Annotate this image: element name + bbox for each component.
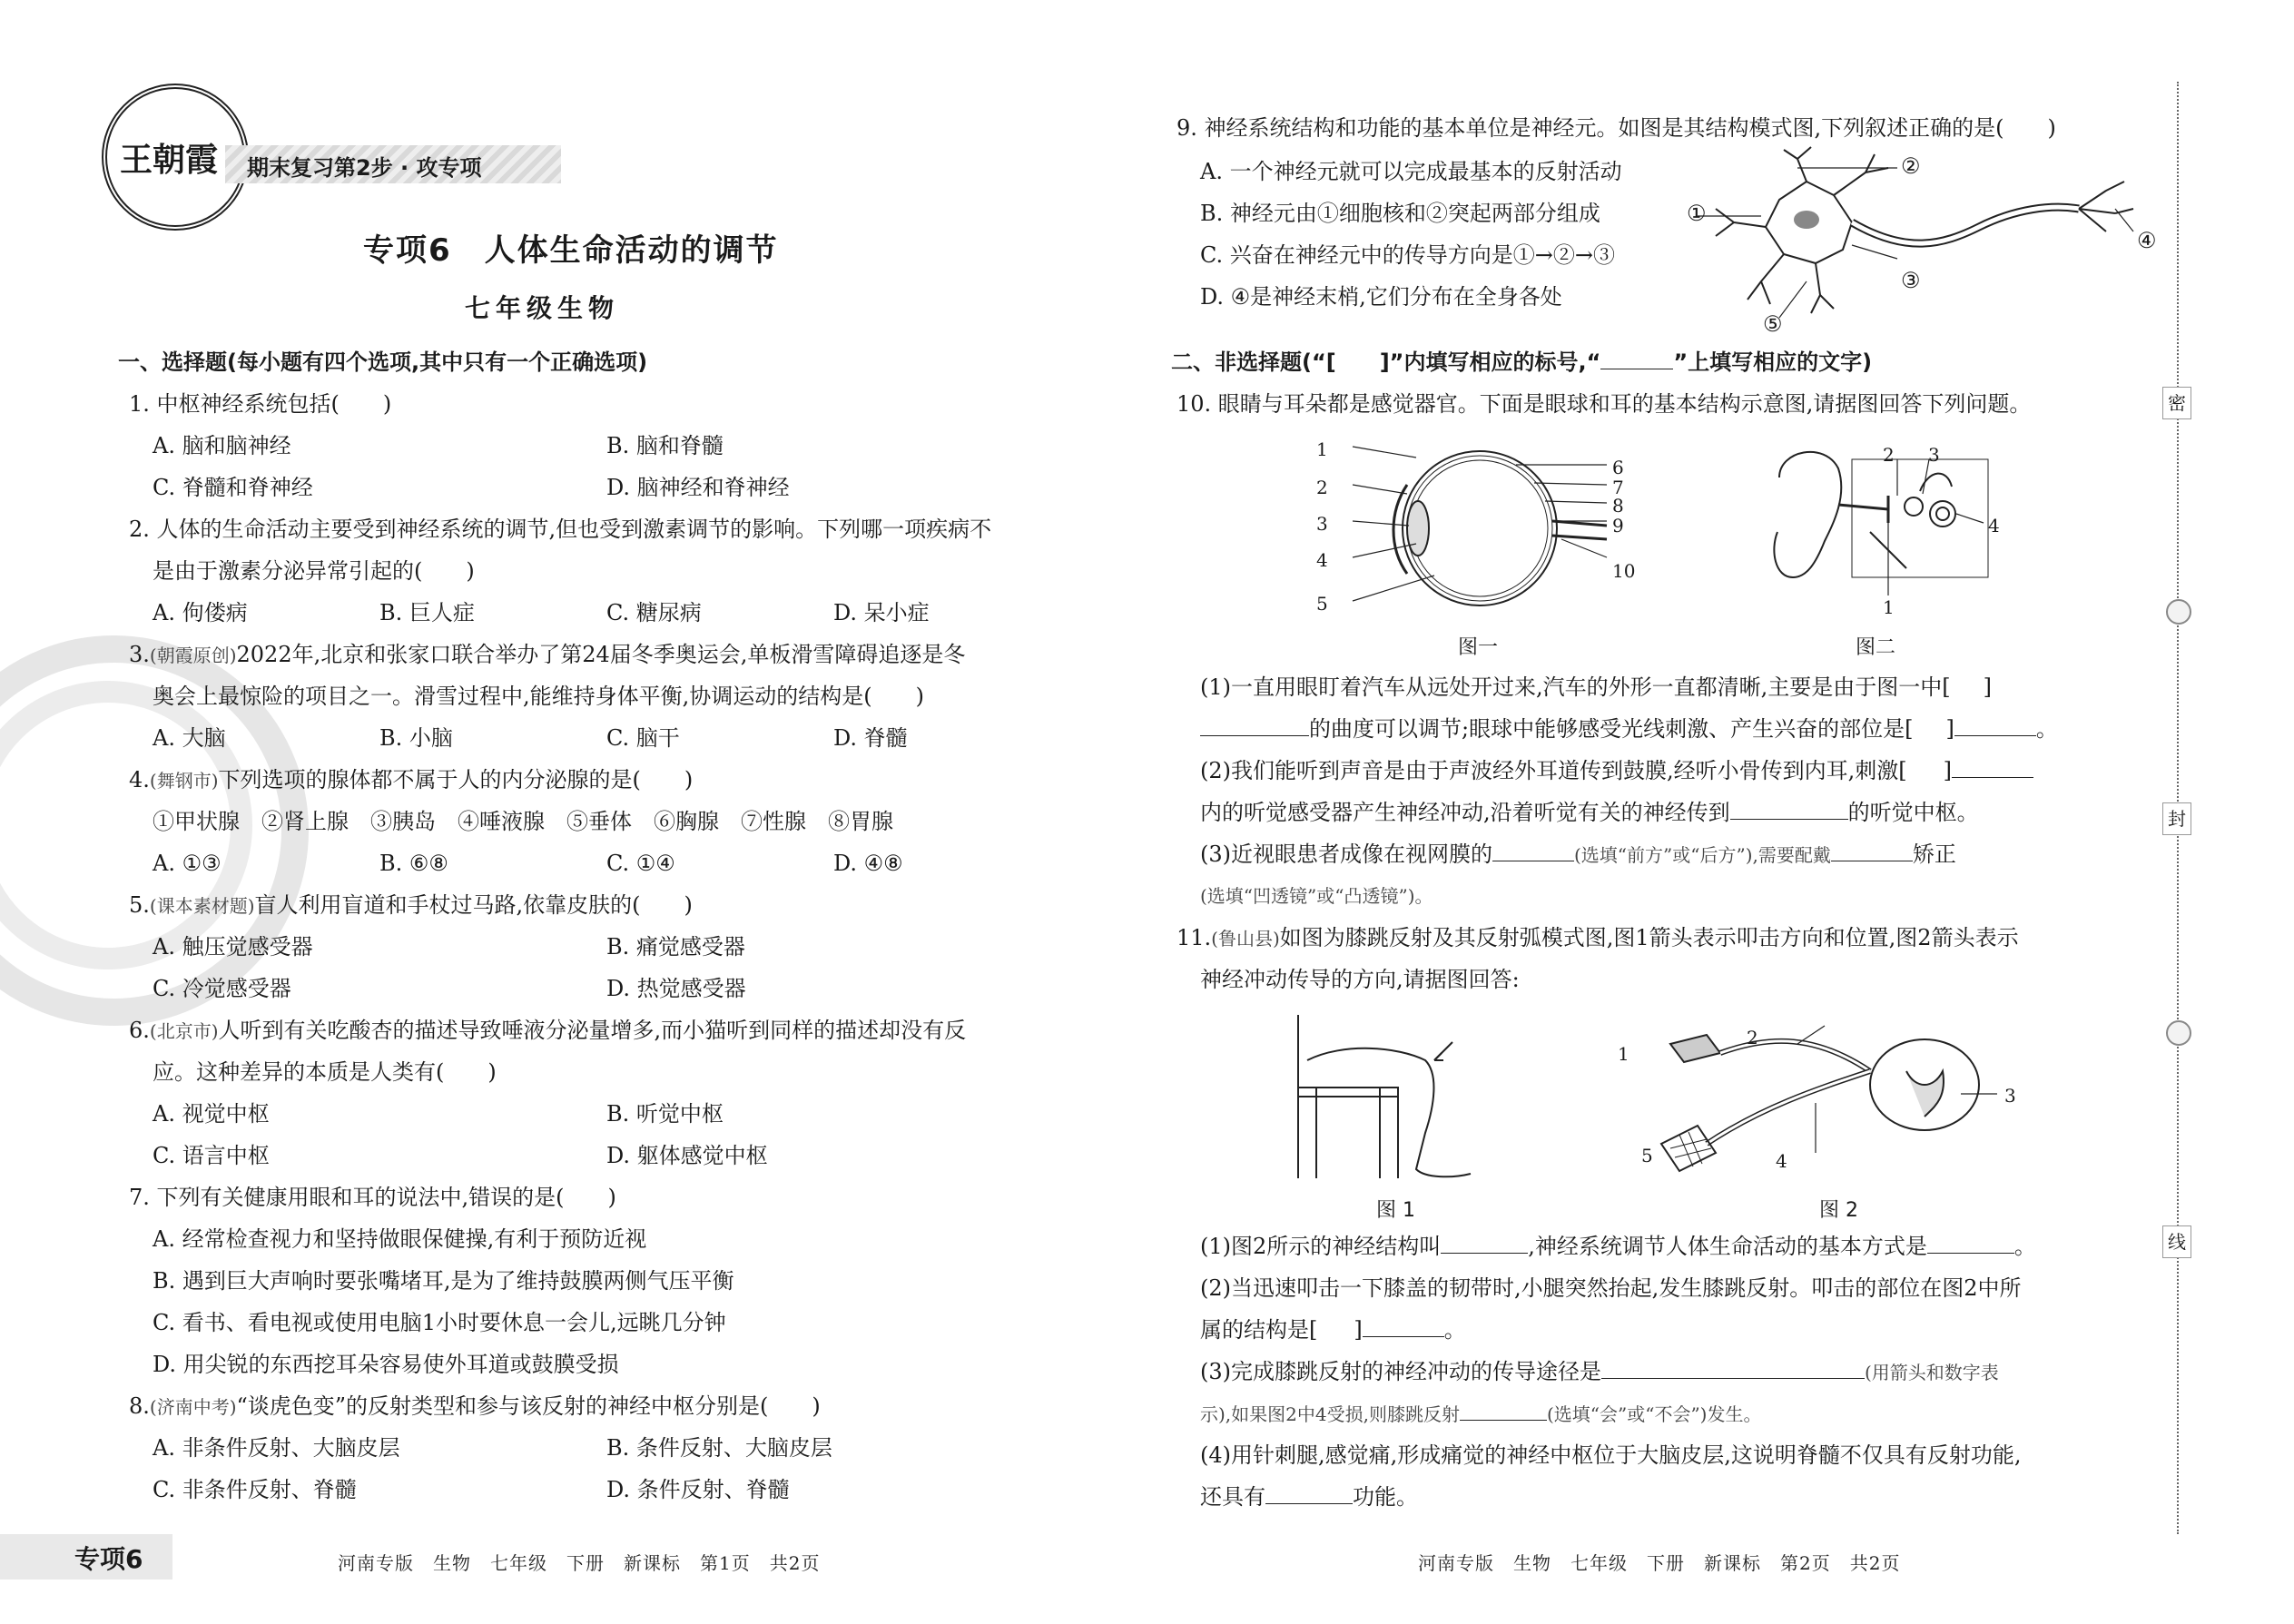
q8-option-d[interactable]: D. 条件反射、脊髓 [606, 1477, 790, 1502]
q3-stem-line2: 奥会上最惊险的项目之一。滑雪过程中,能维持身体平衡,协调运动的结构是( ) [153, 684, 924, 709]
q4-gland-list: ①甲状腺 ②肾上腺 ③胰岛 ④唾液腺 ⑤垂体 ⑥胸腺 ⑦性腺 ⑧胃腺 [153, 809, 893, 834]
q9-option-d[interactable]: D. ④是神经末梢,它们分布在全身各处 [1200, 284, 1562, 310]
ear-label-3: 3 [1928, 444, 1940, 466]
eye-label-10: 10 [1612, 560, 1636, 582]
q9-stem: 9. 神经系统结构和功能的基本单位是神经元。如图是其结构模式图,下列叙述正确的是( ) [1177, 115, 2056, 141]
figure-knee-caption: 图 1 [1376, 1199, 1415, 1222]
q6-option-c[interactable]: C. 语言中枢 [153, 1143, 270, 1168]
binding-hole-top [2166, 599, 2191, 625]
q6-source: (北京市) [149, 1020, 219, 1042]
q6-option-b[interactable]: B. 听觉中枢 [606, 1101, 724, 1127]
ear-label-1: 1 [1883, 596, 1895, 618]
neuron-label-3: ③ [1901, 268, 1921, 293]
q11-part2-line2: 属的结构是[ ] 。 [1200, 1314, 1466, 1345]
q11-stem-line1: 11.(鲁山县)如图为膝跳反射及其反射弧模式图,图1箭头表示叩击方向和位置,图2箭头表示 [1177, 925, 2019, 950]
q9-option-b[interactable]: B. 神经元由①细胞核和②突起两部分组成 [1200, 201, 1600, 226]
q1-option-a[interactable]: A. 脑和脑神经 [153, 433, 291, 458]
page-title: 专项6 人体生命活动的调节 [363, 232, 779, 269]
q8-option-a[interactable]: A. 非条件反射、大脑皮层 [153, 1435, 400, 1461]
figure-2-caption: 图二 [1856, 636, 1896, 659]
neuron-label-5: ⑤ [1763, 311, 1783, 337]
q5-option-c[interactable]: C. 冷觉感受器 [153, 976, 291, 1001]
q11-part1: (1)图2所示的神经结构叫 ,神经系统调节人体生命活动的基本方式是 。 [1200, 1231, 2036, 1262]
q4-option-d[interactable]: D. ④⑧ [833, 851, 903, 876]
q11-part3-line2: 示),如果图2中4受损,则膝跳反射 (选填“会”或“不会”)发生。 [1200, 1398, 1761, 1430]
q10-part2-line1: (2)我们能听到声音是由于声波经外耳道传到鼓膜,经听小骨传到内耳,刺激[ ] [1200, 755, 2033, 786]
q11-blank-5[interactable] [1460, 1398, 1547, 1421]
q10-part2-line2: 内的听觉感受器产生神经冲动,沿着听觉有关的神经传到 的听觉中枢。 [1200, 797, 1979, 828]
q11-part4-line1: (4)用针刺腿,感觉痛,形成痛觉的神经中枢位于大脑皮层,这说明脊髓不仅具有反射功能, [1200, 1442, 2022, 1468]
q11-part3-line1: (3)完成膝跳反射的神经冲动的传导途径是 (用箭头和数字表 [1200, 1356, 1999, 1388]
q10-blank-5[interactable] [1492, 839, 1574, 861]
q2-option-d[interactable]: D. 呆小症 [833, 600, 930, 625]
q11-blank-3[interactable] [1363, 1314, 1444, 1337]
q10-part3-line2: (选填“凹透镜”或“凸透镜”)。 [1200, 885, 1433, 907]
q3-stem-line1: 3.(朝霞原创)2022年,北京和张家口联合举办了第24届冬季奥运会,单板滑雪障碍追逐是冬 [129, 642, 966, 667]
binding-hole-bottom [2166, 1020, 2191, 1046]
q10-part3-line1: (3)近视眼患者成像在视网膜的 (选填“前方”或“后方”),需要配戴 矫正 [1200, 839, 1956, 871]
q4-option-b[interactable]: B. ⑥⑧ [379, 851, 448, 876]
q1-option-c[interactable]: C. 脊髓和脊神经 [153, 475, 313, 500]
q5-source: (课本素材题) [149, 895, 255, 917]
neuron-label-1: ① [1687, 201, 1707, 226]
q4-option-a[interactable]: A. ①③ [153, 851, 222, 876]
ear-label-4: 4 [1988, 515, 2000, 536]
eye-label-5: 5 [1316, 593, 1328, 615]
eye-label-1: 1 [1316, 438, 1328, 460]
neuron-label-4: ④ [2137, 228, 2157, 253]
section-1-heading: 一、选择题(每小题有四个选项,其中只有一个正确选项) [118, 349, 648, 375]
q10-blank-4[interactable] [1730, 797, 1848, 820]
neuron-label-2: ② [1901, 153, 1921, 179]
q10-blank-6[interactable] [1831, 839, 1913, 861]
q1-option-d[interactable]: D. 脑神经和脊神经 [606, 475, 790, 500]
q3-option-d[interactable]: D. 脊髓 [833, 725, 908, 751]
brand-logo-name: 王朝霞 [120, 141, 219, 179]
q11-stem-line2: 神经冲动传导的方向,请据图回答: [1200, 967, 1520, 992]
q9-option-a[interactable]: A. 一个神经元就可以完成最基本的反射活动 [1200, 159, 1622, 184]
page-subtitle: 七年级生物 [465, 293, 620, 323]
q6-option-d[interactable]: D. 躯体感觉中枢 [606, 1143, 768, 1168]
arc-label-1: 1 [1618, 1043, 1629, 1065]
q6-stem-line1: 6.(北京市)人听到有关吃酸杏的描述导致唾液分泌量增多,而小猫听到同样的描述却没有反 [129, 1018, 967, 1043]
q2-option-b[interactable]: B. 巨人症 [379, 600, 475, 625]
q2-option-c[interactable]: C. 糖尿病 [606, 600, 702, 625]
footer-right-page-info: 河南专版 生物 七年级 下册 新课标 第2页 共2页 [1418, 1552, 1901, 1574]
q10-blank-2[interactable] [1954, 714, 2036, 736]
arc-label-2: 2 [1747, 1027, 1758, 1048]
q2-stem-line2: 是由于激素分泌异常引起的( ) [153, 558, 475, 584]
q11-blank-2[interactable] [1927, 1231, 2014, 1254]
eye-label-7: 7 [1612, 477, 1624, 498]
q1-option-b[interactable]: B. 脑和脊髓 [606, 433, 724, 458]
eyeball-diagram [1334, 430, 1625, 621]
reflex-arc-diagram [1634, 1017, 2015, 1180]
q10-blank-3[interactable] [1952, 755, 2033, 778]
q1-stem: 1. 中枢神经系统包括( ) [129, 391, 392, 417]
q7-stem: 7. 下列有关健康用眼和耳的说法中,错误的是( ) [129, 1185, 616, 1210]
q3-option-c[interactable]: C. 脑干 [606, 725, 680, 751]
q10-stem: 10. 眼睛与耳朵都是感觉器官。下面是眼球和耳的基本结构示意图,请据图回答下列问题。 [1177, 391, 2032, 417]
ear-diagram [1761, 441, 1997, 605]
q11-blank-6[interactable] [1265, 1481, 1353, 1504]
q6-stem-line2: 应。这种差异的本质是人类有( ) [153, 1059, 497, 1085]
eye-label-3: 3 [1316, 513, 1328, 535]
q5-stem: 5.(课本素材题)盲人利用盲道和手杖过马路,依靠皮肤的( ) [129, 892, 693, 918]
eye-label-4: 4 [1316, 549, 1328, 571]
q5-option-d[interactable]: D. 热觉感受器 [606, 976, 746, 1001]
q7-option-a[interactable]: A. 经常检查视力和坚持做眼保健操,有利于预防近视 [153, 1226, 647, 1252]
q3-source: (朝霞原创) [149, 645, 237, 666]
eye-label-2: 2 [1316, 477, 1328, 498]
footer-section-tag: 专项6 [74, 1544, 143, 1574]
arc-label-3: 3 [2004, 1085, 2016, 1107]
q11-part2-line1: (2)当迅速叩击一下膝盖的韧带时,小腿突然抬起,发生膝跳反射。叩击的部位在图2中所 [1200, 1275, 2022, 1301]
q8-source: (济南中考) [149, 1396, 237, 1418]
q8-stem: 8.(济南中考)“谈虎色变”的反射类型和参与该反射的神经中枢分别是( ) [129, 1393, 821, 1419]
q11-part4-line2: 还具有 功能。 [1200, 1481, 1418, 1512]
q10-blank-1[interactable] [1200, 714, 1309, 736]
q3-option-b[interactable]: B. 小脑 [379, 725, 453, 751]
q3-option-a[interactable]: A. 大脑 [153, 725, 226, 751]
q4-stem: 4.(舞钢市)下列选项的腺体都不属于人的内分泌腺的是( ) [129, 767, 694, 792]
figure-1-caption: 图一 [1458, 636, 1499, 659]
eye-label-9: 9 [1612, 515, 1624, 536]
q11-blank-1[interactable] [1441, 1231, 1528, 1254]
cut-mark-mi: 密 [2162, 387, 2191, 419]
q4-option-c[interactable]: C. ①④ [606, 851, 675, 876]
eye-label-6: 6 [1612, 457, 1624, 478]
knee-jerk-diagram [1289, 1006, 1498, 1187]
q6-option-a[interactable]: A. 视觉中枢 [153, 1101, 270, 1127]
q10-part1-line2: 的曲度可以调节;眼球中能够感受光线刺激、产生兴奋的部位是[ ] 。 [1200, 714, 2058, 744]
q7-option-d[interactable]: D. 用尖锐的东西挖耳朵容易使外耳道或鼓膜受损 [153, 1352, 619, 1377]
q10-part1-line1: (1)一直用眼盯着汽车从远处开过来,汽车的外形一直都清晰,主要是由于图一中[ ] [1200, 674, 1992, 700]
q2-option-a[interactable]: A. 佝偻病 [153, 600, 248, 625]
q5-option-a[interactable]: A. 触压觉感受器 [153, 934, 313, 960]
q5-option-b[interactable]: B. 痛觉感受器 [606, 934, 745, 960]
q4-source: (舞钢市) [149, 770, 219, 792]
q8-option-b[interactable]: B. 条件反射、大脑皮层 [606, 1435, 832, 1461]
section-2-heading: 二、非选择题(“[ ]”内填写相应的标号,“ ”上填写相应的文字) [1171, 347, 1872, 378]
eye-label-8: 8 [1612, 495, 1624, 517]
q11-blank-4[interactable] [1601, 1356, 1865, 1379]
q9-option-c[interactable]: C. 兴奋在神经元中的传导方向是①→②→③ [1200, 242, 1615, 268]
q7-option-b[interactable]: B. 遇到巨大声响时要张嘴堵耳,是为了维持鼓膜两侧气压平衡 [153, 1268, 734, 1294]
ear-label-2: 2 [1883, 444, 1895, 466]
arc-label-4: 4 [1776, 1150, 1787, 1172]
q11-source: (鲁山县) [1211, 928, 1280, 950]
cut-mark-feng: 封 [2162, 802, 2191, 835]
q7-option-c[interactable]: C. 看书、看电视或使用电脑1小时要休息一会儿,远眺几分钟 [153, 1310, 726, 1335]
figure-arc-caption: 图 2 [1819, 1199, 1858, 1222]
cut-mark-xian: 线 [2162, 1225, 2191, 1258]
footer-left-page-info: 河南专版 生物 七年级 下册 新课标 第1页 共2页 [338, 1552, 821, 1574]
q8-option-c[interactable]: C. 非条件反射、脊髓 [153, 1477, 357, 1502]
q2-stem-line1: 2. 人体的生命活动主要受到神经系统的调节,但也受到激素调节的影响。下列哪一项疾病不 [129, 517, 992, 542]
arc-label-5: 5 [1641, 1145, 1653, 1166]
banner-label: 期末复习第2步 · 攻专项 [247, 155, 482, 181]
